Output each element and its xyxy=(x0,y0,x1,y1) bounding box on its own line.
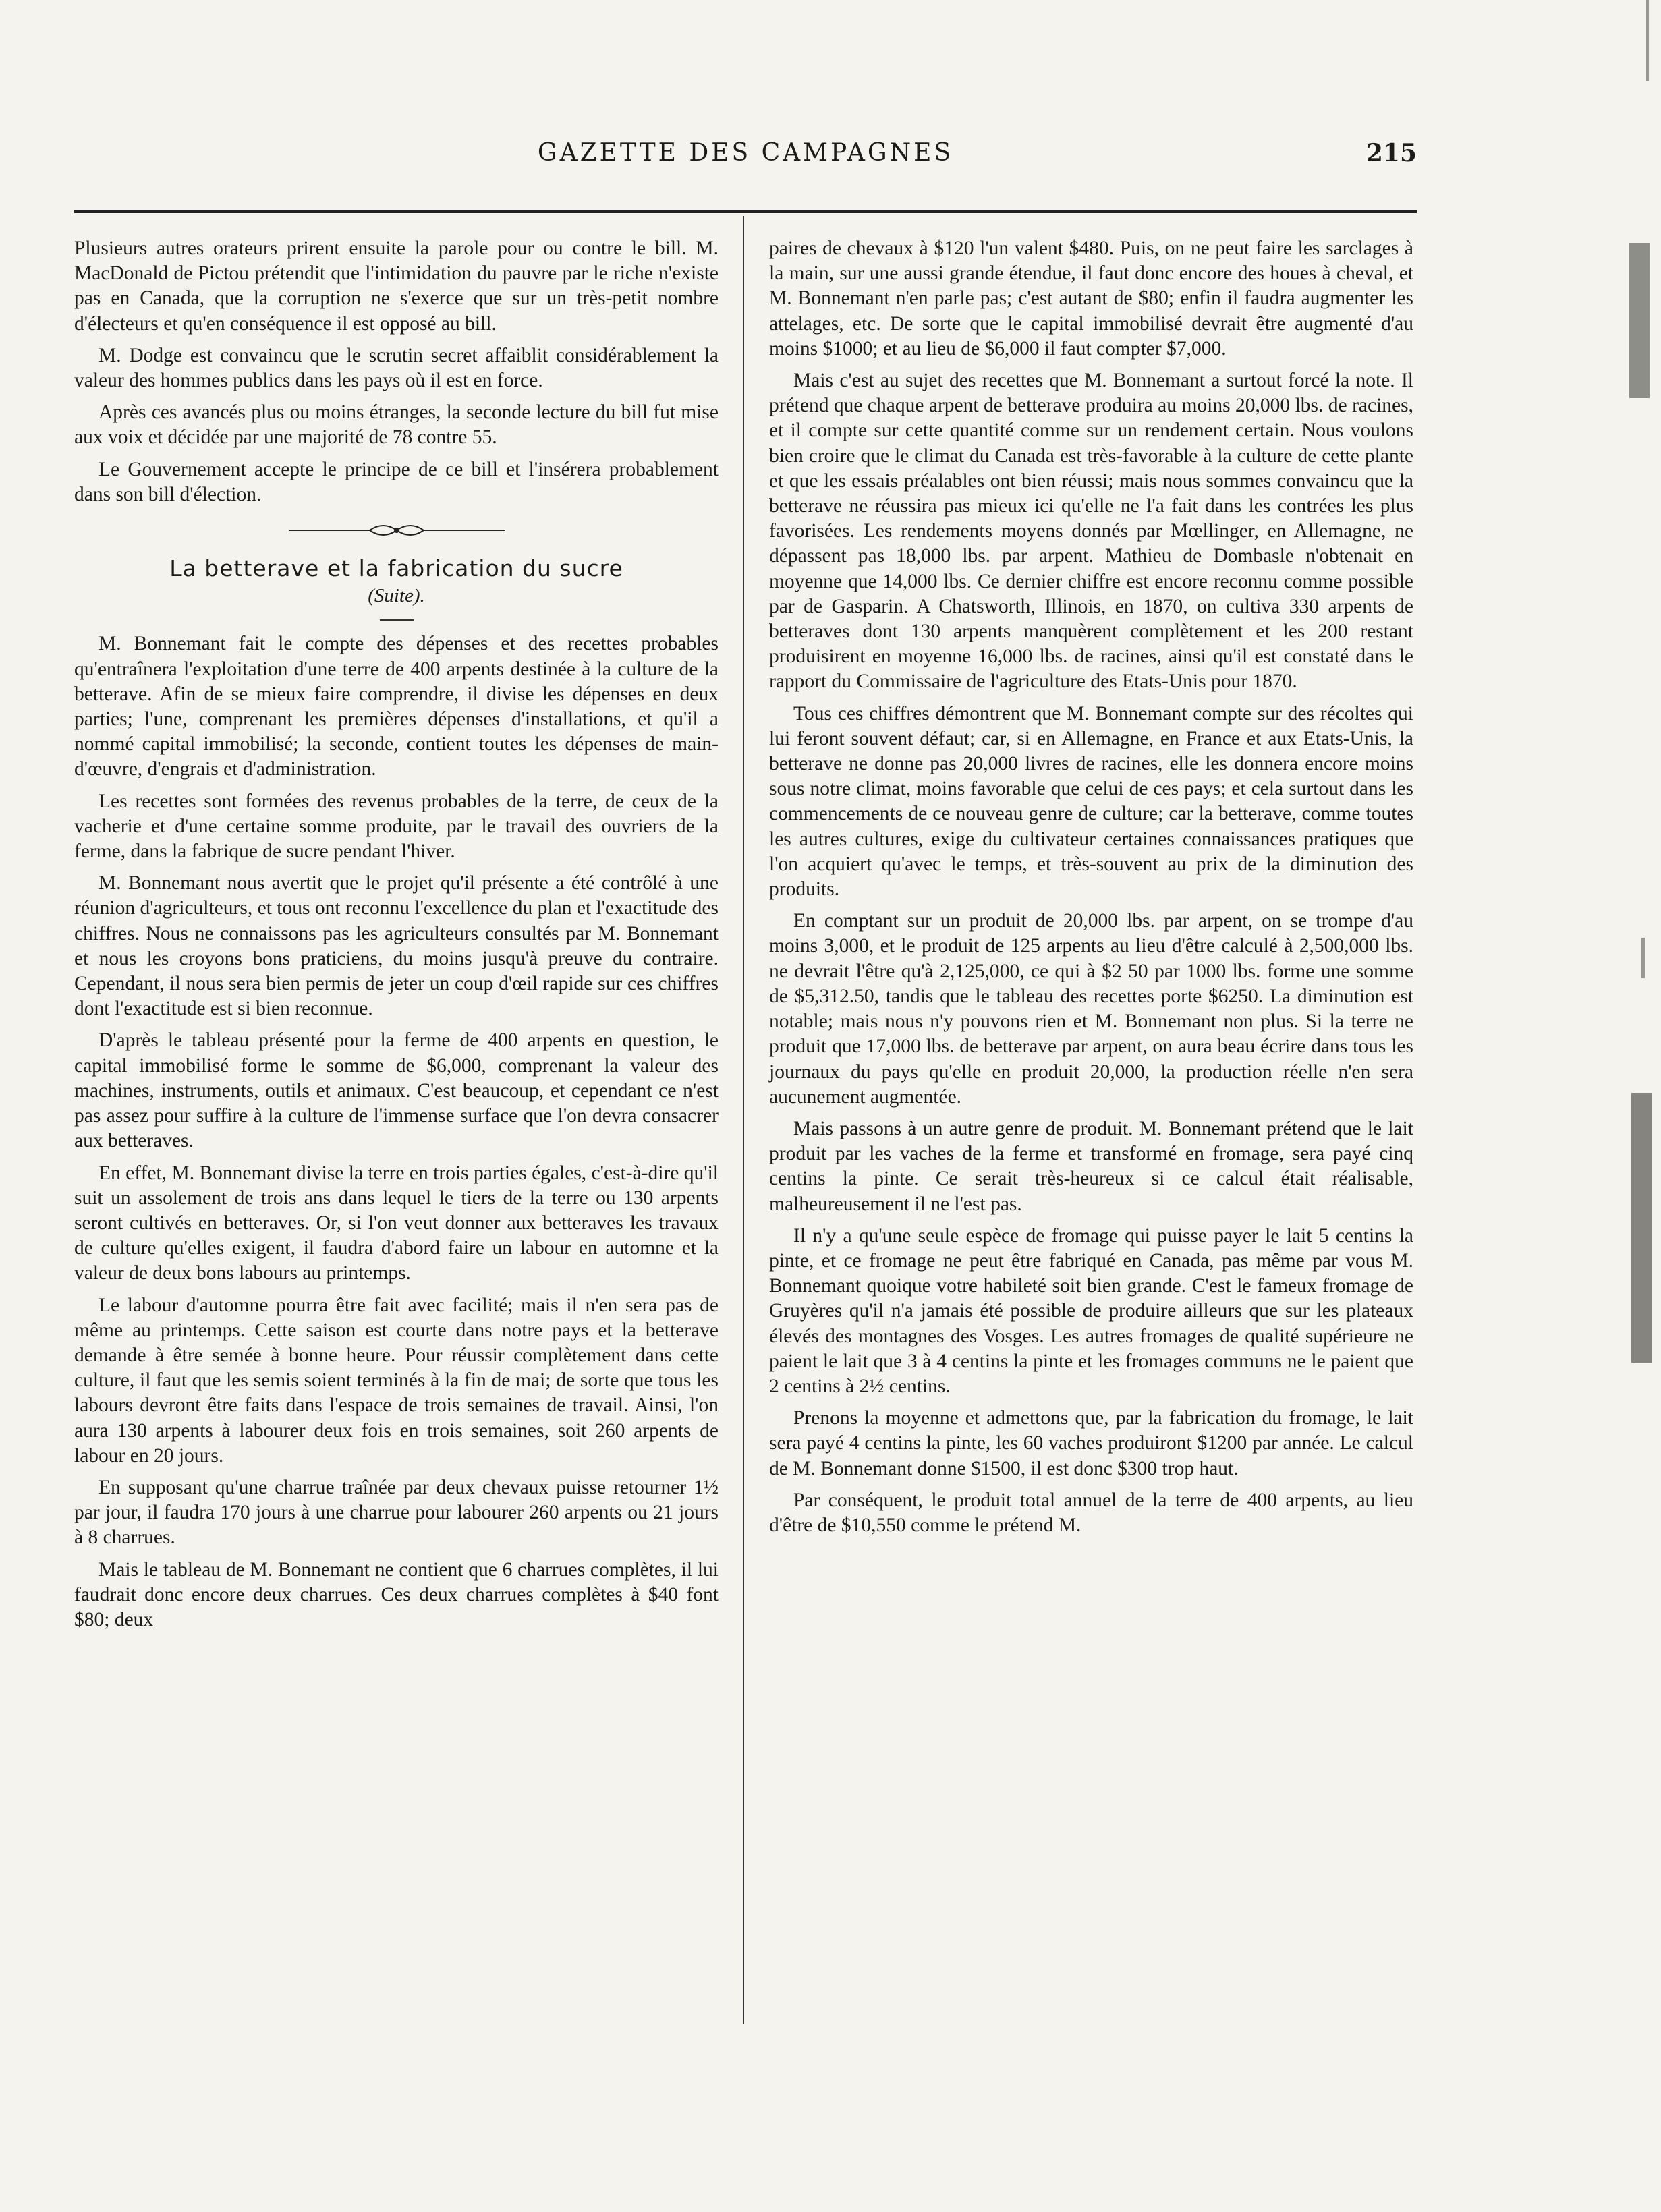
left-column xyxy=(74,236,719,1639)
paragraph: Mais passons à un autre genre de produit. M. Bonnemant prétend que le lait produit par les vaches de la ferme et transformé en fromage, sera payé cinq centins la pinte. Ce serait très-heureux si ce calcul était réalisable, malheureusement il ne l'est pas. xyxy=(769,1117,1413,1215)
page-number: 215 xyxy=(1366,139,1417,167)
scan-edge-mark xyxy=(1646,0,1649,81)
section-title: La betterave et la fabrication du sucre xyxy=(169,555,623,582)
short-rule xyxy=(380,619,414,621)
scan-edge-mark xyxy=(1631,1093,1652,1363)
paragraph: Il n'y a qu'une seule espèce de fromage qui puisse payer le lait 5 centins la pinte, et ce fromage ne peut être fabriqué en Canada, pas même par vous M. Bonnemant quoique votre habileté soit bien grande. C'est le fameux fromage de Gruyères qu'il n'a jamais été possible de produire ailleurs que sur les plateaux élevés des montagnes des Vosges. Les autres fromages de qualité supérieure ne paient le lait que 3 à 4 centins la pinte et les fromages communs ne le paient que 2 centins à 2½ centins. xyxy=(769,1224,1413,1397)
ornamental-divider xyxy=(289,521,505,540)
right-column xyxy=(769,236,1413,1545)
paragraph: Tous ces chiffres démontrent que M. Bonnemant compte sur des récoltes qui lui feront souvent défaut; car, si en Allemagne, en France et aux Etats-Unis, la betterave ne donne pas 20,000 livres de racines, elle les donnera encore moins sous notre climat, moins favorable que celui de ces pays; et cela surtout dans les commencements de ce nouveau genre de culture; car la betterave, comme toutes les autres cultures, exige du cultivateur certaines connaissances pratiques que l'on acquiert qu'avec le temps, et très-souvent au prix de la diminution des produits. xyxy=(769,702,1413,901)
paragraph: M. Dodge est convaincu que le scrutin secret affaiblit considérablement la valeur des hommes publics dans les pays où il est en force. xyxy=(74,344,719,392)
running-title: GAZETTE DES CAMPAGNES xyxy=(537,139,954,167)
paragraph: En supposant qu'une charrue traînée par deux chevaux puisse retourner 1½ par jour, il faudra 170 jours à une charrue pour labourer 260 arpents ou 21 jours à 8 charrues. xyxy=(74,1476,719,1549)
scan-edge-mark xyxy=(1641,938,1645,978)
column-divider xyxy=(743,216,744,2024)
paragraph: paires de chevaux à $120 l'un valent $480. Puis, on ne peut faire les sarclages à la main, sur une aussi grande étendue, il faut donc encore des houes à cheval, et M. Bonnemant n'en parle pas; c'est autant de $80; enfin il faudra augmenter les attelages, etc. De sorte que le capital immobilisé devrait être augmenté d'au moins $1000; et au lieu de $6,000 il faut compter $7,000. xyxy=(769,237,1413,360)
scan-edge-mark xyxy=(1629,243,1650,398)
section-subtitle: (Suite). xyxy=(368,585,425,607)
paragraph: Prenons la moyenne et admettons que, par la fabrication du fromage, le lait sera payé 4 centins la pinte, les 60 vaches produiront $1200 par année. Le calcul de M. Bonnemant donne $1500, il est donc $300 trop haut. xyxy=(769,1407,1413,1479)
paragraph: Par conséquent, le produit total annuel de la terre de 400 arpents, au lieu d'être de $10,550 comme le prétend M. xyxy=(769,1489,1413,1536)
paragraph: Après ces avancés plus ou moins étranges, la seconde lecture du bill fut mise aux voix et décidée par une majorité de 78 contre 55. xyxy=(74,401,719,449)
page-header xyxy=(74,139,1417,179)
paragraph: Plusieurs autres orateurs prirent ensuite la parole pour ou contre le bill. M. MacDonald de Pictou prétendit que l'intimidation du pauvre par le riche n'existe pas en Canada, que la corruption ne s'exerce que sur un très-petit nombre d'électeurs et qu'en conséquence il est opposé au bill. xyxy=(74,237,719,335)
header-rule xyxy=(74,210,1417,213)
paragraph: M. Bonnemant fait le compte des dépenses et des recettes probables qu'entraînera l'exploitation d'une terre de 400 arpents destinée à la culture de la betterave. Afin de se mieux faire comprendre, il divise les dépenses en deux parties; l'une, comprenant les premières dépenses d'installations, et qu'il a nommé capital immobilisé; la seconde, contient toutes les dépenses de main-d'œuvre, d'engrais et d'administration. xyxy=(74,633,719,781)
paragraph: Mais c'est au sujet des recettes que M. Bonnemant a surtout forcé la note. Il prétend que chaque arpent de betterave produira au moins 20,000 lbs. de racines, et il compte sur cette quantité comme sur un rendement certain. Nous voulons bien croire que le climat du Canada est très-favorable à la culture de cette plante et que les essais préalables ont bien réussi; mais nous sommes convaincu que la betterave ne réussira pas mieux ici qu'elle ne l'a fait dans les contrées les plus favorisées. Les rendements moyens donnés par Mœllinger, en Allemagne, ne dépassent pas 18,000 lbs. par arpent. Mathieu de Dombasle n'obtenait en moyenne que 14,000 lbs. Ce dernier chiffre est encore reconnu comme possible par de Gasparin. A Chatsworth, Illinois, en 1870, on cultiva 330 arpents de betteraves dont 130 arpents manquèrent complètement et les 200 restant produisirent en moyenne 16,000 lbs. de racines, ainsi qu'il est constaté dans le rapport du Commissaire de l'agriculture des Etats-Unis pour 1870. xyxy=(769,370,1413,693)
paragraph: Le Gouvernement accepte le principe de ce bill et l'insérera probablement dans son bill d'élection. xyxy=(74,458,719,505)
paragraph: En comptant sur un produit de 20,000 lbs. par arpent, on se trompe d'au moins 3,000, et le produit de 125 arpents au lieu d'être calculé à 2,500,000 lbs. ne devrait l'être qu'à 2,125,000, ce qui à $2 50 par 1000 lbs. forme une somme de $5,312.50, tandis que le tableau des recettes porte $6250. La diminution est notable; mais nous n'y pouvons rien et M. Bonnemant non plus. Si la terre ne produit que 17,000 lbs. de betterave par arpent, on aura beau écrire dans tous les journaux du pays qu'elle en produit 20,000, la production réelle n'en sera aucunement augmentée. xyxy=(769,910,1413,1108)
paragraph: En effet, M. Bonnemant divise la terre en trois parties égales, c'est-à-dire qu'il suit un assolement de trois ans dans lequel le tiers de la terre ou 130 arpents seront cultivés en betteraves. Or, si l'on veut donner aux betteraves les travaux de culture qu'elles exigent, il faudra d'abord faire un labour en automne et la valeur de deux bons labours au printemps. xyxy=(74,1162,719,1284)
paragraph: Mais le tableau de M. Bonnemant ne contient que 6 charrues complètes, il lui faudrait donc encore deux charrues. Ces deux charrues complètes à $40 font $80; deux xyxy=(74,1558,719,1630)
paragraph: D'après le tableau présenté pour la ferme de 400 arpents en question, le capital immobilisé forme le somme de $6,000, comprenant la valeur des machines, instruments, outils et animaux. C'est beaucoup, et cependant ce n'est pas assez pour suffire à la culture de l'immense surface que l'on devra consacrer aux betteraves. xyxy=(74,1029,719,1152)
paragraph: Les recettes sont formées des revenus probables de la terre, de ceux de la vacherie et d'une certaine somme produite, par le travail des ouvriers de la ferme, dans la fabrique de sucre pendant l'hiver. xyxy=(74,790,719,863)
paragraph: Le labour d'automne pourra être fait avec facilité; mais il n'en sera pas de même au printemps. Cette saison est courte dans notre pays et la betterave demande à être semée à bonne heure. Pour réussir complètement dans cette culture, il faut que les semis soient terminés à la fin de mai; de sorte que tous les labours devront être faits dans l'espace de trois semaines de travail. Ainsi, l'on aura 130 arpents à labourer deux fois en trois semaines, soit 260 arpents de labour en 20 jours. xyxy=(74,1294,719,1467)
paragraph: M. Bonnemant nous avertit que le projet qu'il présente a été contrôlé à une réunion d'agriculteurs, et tous ont reconnu l'excellence du plan et l'exactitude des chiffres. Nous ne connaissons pas les agriculteurs consultés par M. Bonnemant et nous les croyons bons praticiens, du moins jusqu'à preuve du contraire. Cependant, il nous sera bien permis de jeter un coup d'œil rapide sur ces chiffres dont l'exactitude est si bien reconnue. xyxy=(74,872,719,1020)
